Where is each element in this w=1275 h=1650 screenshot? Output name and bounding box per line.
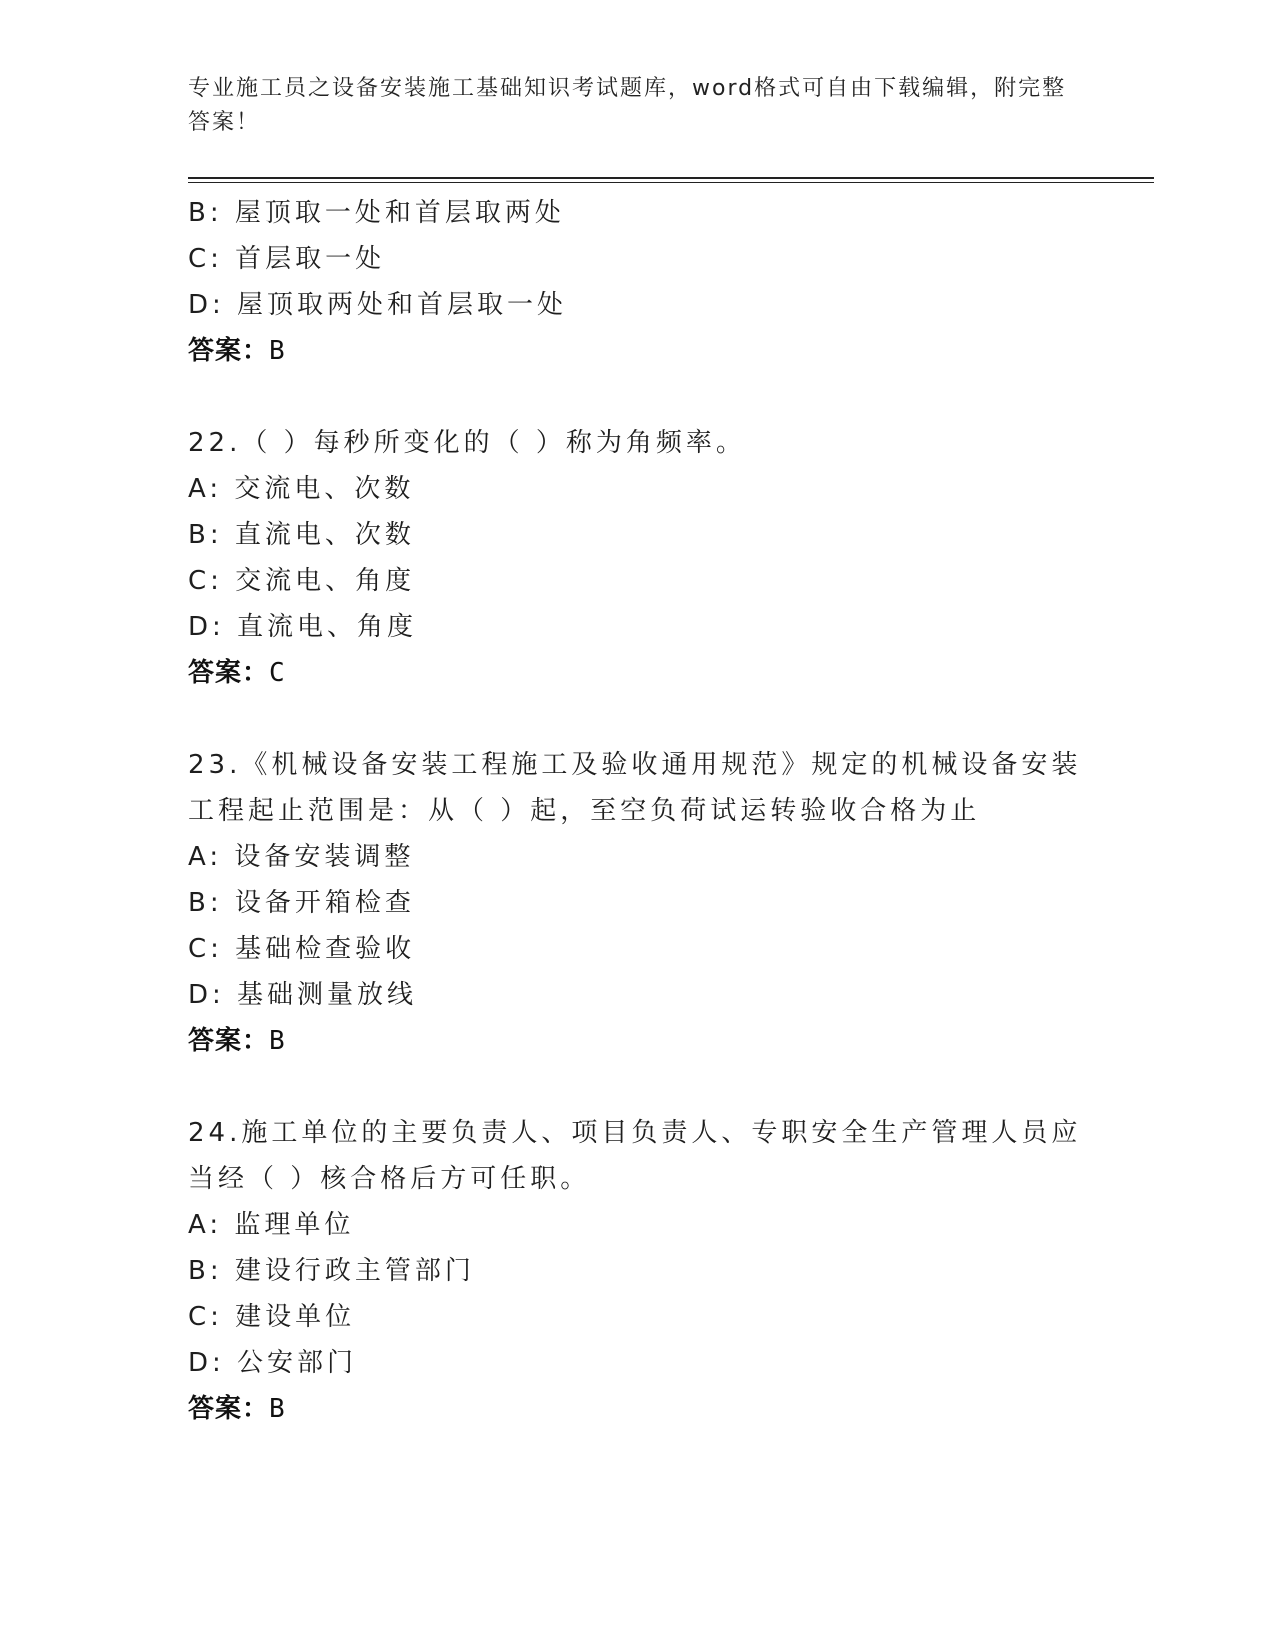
question-block (188, 742, 1088, 1064)
option-c: C: 首层取一处 (188, 244, 386, 274)
answer-label: 答案： (188, 1026, 270, 1056)
answer-value: B (269, 1394, 286, 1424)
option-d: D: 直流电、角度 (188, 612, 418, 642)
header-divider (188, 177, 1154, 179)
option-b: B: 直流电、次数 (188, 520, 415, 550)
option-a: A: 设备安装调整 (188, 842, 415, 872)
option-b: B: 屋顶取一处和首层取两处 (188, 198, 565, 228)
option-c: C: 建设单位 (188, 1302, 356, 1332)
answer-label: 答案： (188, 658, 270, 688)
answer-value: C (269, 658, 286, 688)
option-b: B: 建设行政主管部门 (188, 1256, 475, 1286)
question-text: 23.《机械设备安装工程施工及验收通用规范》规定的机械设备安装工程起止范围是：从（ ）起，至空负荷试运转验收合格为止 (188, 750, 1082, 826)
header-divider-thin (188, 182, 1154, 183)
question-list (188, 190, 1088, 1432)
option-c: C: 交流电、角度 (188, 566, 416, 596)
option-d: D: 屋顶取两处和首层取一处 (188, 290, 568, 320)
option-d: D: 基础测量放线 (188, 980, 418, 1010)
answer-value: B (269, 1026, 286, 1056)
answer-line (188, 1386, 1088, 1432)
option-c: C: 基础检查验收 (188, 934, 416, 964)
page-header: 专业施工员之设备安装施工基础知识考试题库，word格式可自由下载编辑，附完整答案！ (188, 76, 1067, 135)
question-block (188, 1110, 1088, 1432)
option-a: A: 监理单位 (188, 1210, 355, 1240)
answer-value: B (269, 336, 286, 366)
answer-line (188, 328, 1088, 374)
option-d: D: 公安部门 (188, 1348, 358, 1378)
option-a: A: 交流电、次数 (188, 474, 415, 504)
question-block (188, 420, 1088, 696)
answer-label: 答案： (188, 1394, 270, 1424)
question-text: 24.施工单位的主要负责人、项目负责人、专职安全生产管理人员应当经（ ）核合格后方可任职。 (188, 1118, 1082, 1194)
question-block (188, 190, 1088, 374)
answer-line (188, 1018, 1088, 1064)
answer-line (188, 650, 1088, 696)
option-b: B: 设备开箱检查 (188, 888, 415, 918)
question-text: 22.（ ）每秒所变化的（ ）称为角频率。 (188, 428, 746, 458)
answer-label: 答案： (188, 336, 270, 366)
